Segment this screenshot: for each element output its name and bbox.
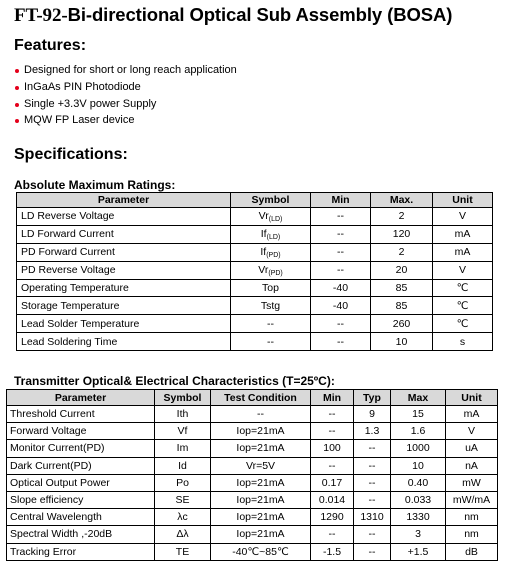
cell-symbol bbox=[231, 225, 311, 243]
cell-symbol: Im bbox=[155, 440, 211, 457]
cell-parameter: Monitor Current(PD) bbox=[7, 440, 155, 457]
table-row bbox=[7, 474, 498, 491]
cell-typ: -- bbox=[354, 474, 391, 491]
title-text: Bi-directional Optical Sub Assembly (BOSA) bbox=[67, 4, 453, 25]
symbol-subscript: (LD) bbox=[268, 216, 283, 224]
cell-symbol bbox=[231, 333, 311, 351]
bullet-icon bbox=[15, 86, 19, 90]
cell-max: 0.40 bbox=[391, 474, 446, 491]
cell-typ: 9 bbox=[354, 406, 391, 423]
table-row bbox=[7, 406, 498, 423]
cell-typ: -- bbox=[354, 543, 391, 560]
cell-max: 3 bbox=[391, 526, 446, 543]
cell-parameter: Storage Temperature bbox=[17, 297, 231, 315]
cell-symbol: Po bbox=[155, 474, 211, 491]
symbol-text: Top bbox=[262, 282, 279, 294]
col-header-min: Min bbox=[311, 193, 371, 208]
feature-text: Designed for short or long reach application bbox=[24, 64, 237, 76]
cell-typ: -- bbox=[354, 457, 391, 474]
cell-test-condition: -40℃~85℃ bbox=[211, 543, 311, 560]
symbol-subscript: (PD) bbox=[268, 270, 283, 278]
cell-test-condition: Iop=21mA bbox=[211, 474, 311, 491]
col-header-max: Max bbox=[391, 390, 446, 406]
transmitter-heading: Transmitter Optical& Electrical Characteristics (T=25ºC): bbox=[14, 374, 335, 388]
cell-parameter: Optical Output Power bbox=[7, 474, 155, 491]
table-row bbox=[7, 526, 498, 543]
cell-parameter: Threshold Current bbox=[7, 406, 155, 423]
cell-typ: -- bbox=[354, 491, 391, 508]
table-row bbox=[17, 225, 493, 243]
cell-min: 0.17 bbox=[311, 474, 354, 491]
cell-parameter: Tracking Error bbox=[7, 543, 155, 560]
table-row bbox=[7, 509, 498, 526]
cell-max: 260 bbox=[371, 315, 433, 333]
cell-typ: -- bbox=[354, 440, 391, 457]
cell-symbol: λc bbox=[155, 509, 211, 526]
feature-text: Single +3.3V power Supply bbox=[24, 97, 157, 110]
cell-max: 0.033 bbox=[391, 491, 446, 508]
cell-min: -- bbox=[311, 225, 371, 243]
symbol-text: Tstg bbox=[260, 299, 281, 312]
cell-unit: ℃ bbox=[433, 297, 493, 315]
feature-item bbox=[14, 62, 237, 79]
cell-min: 0.014 bbox=[311, 491, 354, 508]
feature-item bbox=[14, 79, 237, 96]
transmitter-table bbox=[6, 389, 498, 561]
table-row bbox=[17, 315, 493, 333]
cell-unit: nA bbox=[446, 457, 498, 474]
cell-min: -1.5 bbox=[311, 543, 354, 560]
abs-max-ratings-table bbox=[16, 192, 493, 351]
cell-min: -- bbox=[311, 457, 354, 474]
cell-min: -- bbox=[311, 243, 371, 261]
title-model: FT-92- bbox=[14, 5, 68, 26]
cell-min: -40 bbox=[311, 297, 371, 315]
cell-max: 120 bbox=[371, 225, 433, 243]
cell-max: 10 bbox=[371, 333, 433, 351]
cell-unit: nm bbox=[446, 526, 498, 543]
cell-min: -- bbox=[311, 208, 371, 226]
cell-symbol: Δλ bbox=[155, 526, 211, 543]
cell-unit: mA bbox=[433, 243, 493, 261]
table-row bbox=[7, 457, 498, 474]
table-header-row bbox=[17, 193, 493, 208]
cell-unit: mA bbox=[433, 225, 493, 243]
cell-unit: nm bbox=[446, 509, 498, 526]
cell-unit: ℃ bbox=[433, 279, 493, 297]
table-row bbox=[17, 243, 493, 261]
cell-symbol: TE bbox=[155, 543, 211, 560]
cell-test-condition: Iop=21mA bbox=[211, 440, 311, 457]
col-header-parameter: Parameter bbox=[17, 193, 231, 208]
cell-max: 1.6 bbox=[391, 423, 446, 440]
cell-test-condition: Vr=5V bbox=[211, 457, 311, 474]
cell-parameter: Slope efficiency bbox=[7, 491, 155, 508]
cell-typ: -- bbox=[354, 526, 391, 543]
cell-symbol: Id bbox=[155, 457, 211, 474]
cell-test-condition: Iop=21mA bbox=[211, 526, 311, 543]
page-title bbox=[14, 4, 504, 28]
cell-parameter: Central Wavelength bbox=[7, 509, 155, 526]
cell-max: 2 bbox=[371, 243, 433, 261]
bullet-icon bbox=[15, 69, 19, 73]
features-list bbox=[14, 62, 237, 129]
cell-test-condition: Iop=21mA bbox=[211, 423, 311, 440]
cell-min: -- bbox=[311, 406, 354, 423]
feature-item bbox=[14, 96, 237, 113]
cell-unit: V bbox=[446, 423, 498, 440]
cell-parameter: Lead Soldering Time bbox=[17, 333, 231, 351]
cell-parameter: Dark Current(PD) bbox=[7, 457, 155, 474]
col-header-unit: Unit bbox=[446, 390, 498, 406]
cell-parameter: Spectral Width ,-20dB bbox=[7, 526, 155, 543]
cell-unit: s bbox=[433, 333, 493, 351]
feature-item bbox=[14, 112, 237, 129]
abs-max-ratings-heading: Absolute Maximum Ratings: bbox=[14, 178, 176, 192]
cell-test-condition: -- bbox=[211, 406, 311, 423]
col-header-parameter: Parameter bbox=[7, 390, 155, 406]
col-header-symbol: Symbol bbox=[231, 193, 311, 208]
feature-text: MQW FP Laser device bbox=[24, 114, 135, 127]
cell-min: -- bbox=[311, 261, 371, 279]
symbol-text: -- bbox=[267, 317, 274, 330]
cell-min: -- bbox=[311, 315, 371, 333]
symbol-subscript: (LD) bbox=[266, 234, 281, 242]
table-row bbox=[17, 279, 493, 297]
cell-parameter: LD Reverse Voltage bbox=[17, 208, 231, 226]
col-header-min: Min bbox=[311, 390, 354, 406]
cell-symbol bbox=[231, 243, 311, 261]
cell-symbol bbox=[231, 297, 311, 315]
cell-min: 1290 bbox=[311, 509, 354, 526]
cell-parameter: LD Forward Current bbox=[17, 225, 231, 243]
cell-max: +1.5 bbox=[391, 543, 446, 560]
table-header-row bbox=[7, 390, 498, 406]
features-heading: Features: bbox=[14, 37, 87, 54]
table-row bbox=[17, 261, 493, 279]
table-row bbox=[7, 423, 498, 440]
cell-unit: V bbox=[433, 261, 493, 279]
col-header-max: Max. bbox=[371, 193, 433, 208]
cell-max: 85 bbox=[371, 297, 433, 315]
symbol-subscript: (PD) bbox=[266, 252, 281, 260]
cell-typ: 1.3 bbox=[354, 423, 391, 440]
table-row bbox=[17, 208, 493, 226]
col-header-unit: Unit bbox=[433, 193, 493, 208]
cell-unit: dB bbox=[446, 543, 498, 560]
col-header-typ: Typ bbox=[354, 390, 391, 406]
cell-min: -40 bbox=[311, 279, 371, 297]
symbol-text: Vr bbox=[258, 264, 269, 277]
col-header-test-condition: Test Condition bbox=[211, 390, 311, 406]
cell-unit: mW/mA bbox=[446, 491, 498, 508]
table-row bbox=[17, 333, 493, 351]
cell-unit: ℃ bbox=[433, 315, 493, 333]
cell-symbol bbox=[231, 315, 311, 333]
feature-text: InGaAs PIN Photodiode bbox=[24, 80, 141, 93]
cell-min: -- bbox=[311, 526, 354, 543]
cell-symbol bbox=[231, 208, 311, 226]
cell-max: 1330 bbox=[391, 509, 446, 526]
cell-max: 2 bbox=[371, 208, 433, 226]
cell-max: 10 bbox=[391, 457, 446, 474]
symbol-text: -- bbox=[267, 335, 274, 348]
table-row bbox=[7, 543, 498, 560]
cell-parameter: Lead Solder Temperature bbox=[17, 315, 231, 333]
cell-max: 1000 bbox=[391, 440, 446, 457]
symbol-text: If bbox=[260, 246, 267, 259]
table-row bbox=[7, 440, 498, 457]
cell-typ: 1310 bbox=[354, 509, 391, 526]
bullet-icon bbox=[15, 119, 19, 123]
cell-min: -- bbox=[311, 333, 371, 351]
cell-test-condition: Iop=21mA bbox=[211, 491, 311, 508]
cell-unit: mW bbox=[446, 474, 498, 491]
table-row bbox=[7, 491, 498, 508]
cell-unit: mA bbox=[446, 406, 498, 423]
cell-max: 15 bbox=[391, 406, 446, 423]
cell-symbol: Ith bbox=[155, 406, 211, 423]
cell-symbol bbox=[231, 279, 311, 297]
cell-parameter: PD Reverse Voltage bbox=[17, 261, 231, 279]
cell-min: 100 bbox=[311, 440, 354, 457]
cell-parameter: Operating Temperature bbox=[17, 279, 231, 297]
specifications-heading: Specifications: bbox=[14, 146, 128, 163]
col-header-symbol: Symbol bbox=[155, 390, 211, 406]
cell-symbol: Vf bbox=[155, 423, 211, 440]
cell-parameter: PD Forward Current bbox=[17, 243, 231, 261]
bullet-icon bbox=[15, 103, 19, 107]
cell-parameter: Forward Voltage bbox=[7, 423, 155, 440]
cell-max: 85 bbox=[371, 279, 433, 297]
cell-min: -- bbox=[311, 423, 354, 440]
cell-max: 20 bbox=[371, 261, 433, 279]
cell-symbol bbox=[231, 261, 311, 279]
cell-unit: uA bbox=[446, 440, 498, 457]
table-row bbox=[17, 297, 493, 315]
cell-test-condition: Iop=21mA bbox=[211, 509, 311, 526]
cell-unit: V bbox=[433, 208, 493, 226]
symbol-text: Vr bbox=[258, 210, 269, 223]
cell-symbol: SE bbox=[155, 491, 211, 508]
symbol-text: If bbox=[260, 228, 267, 241]
